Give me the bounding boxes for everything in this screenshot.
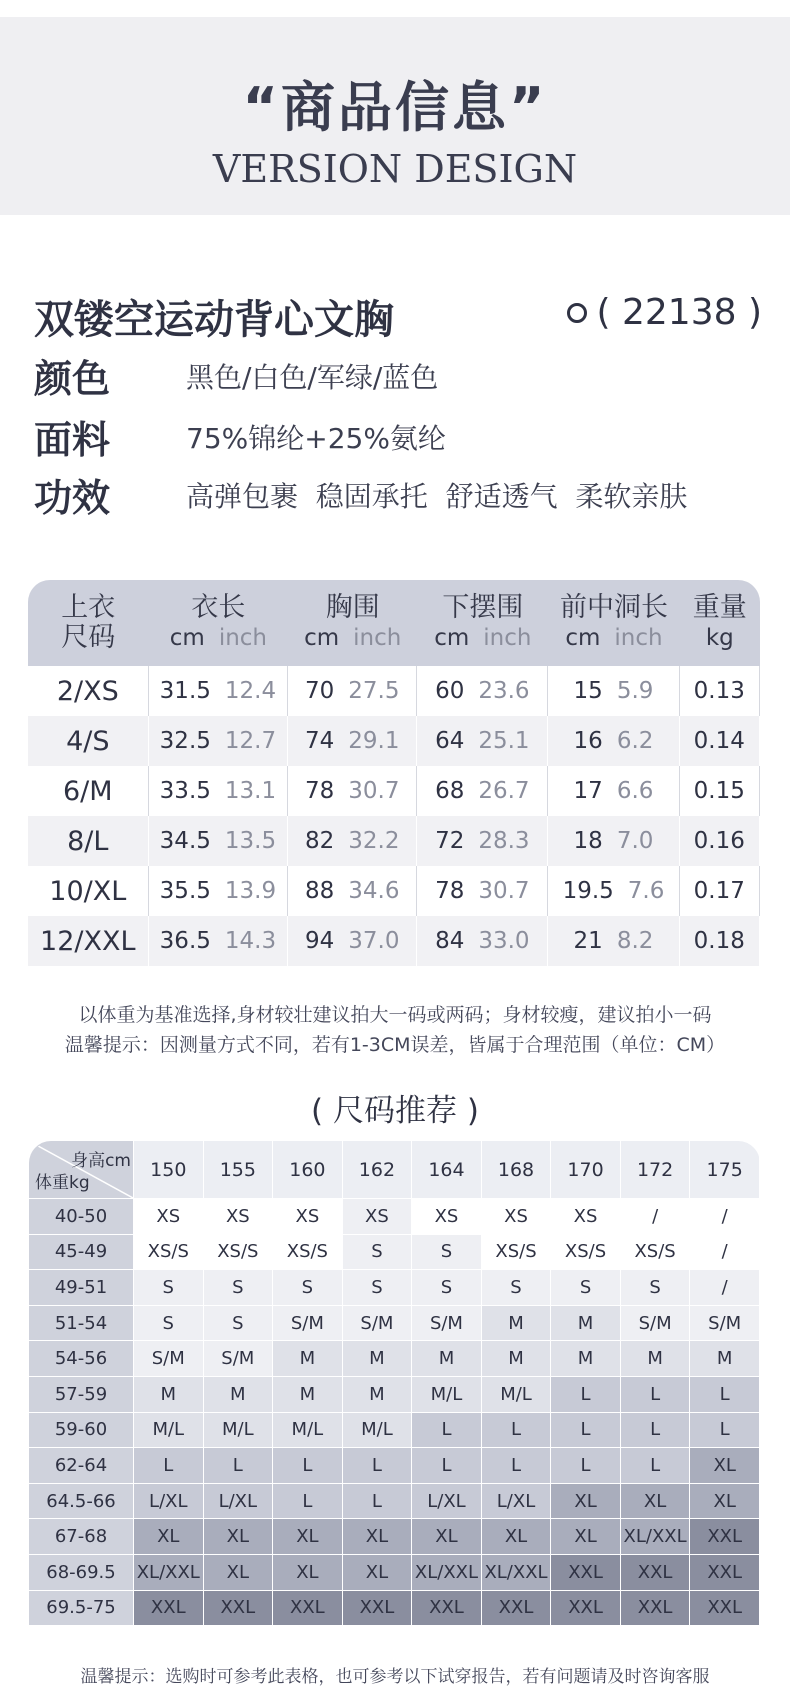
recommend-row [29, 1199, 760, 1235]
recommend-cell: S/M [412, 1305, 482, 1341]
value-cm: 72 [435, 828, 465, 854]
size-cell [28, 716, 149, 766]
recommend-cell: S [203, 1305, 273, 1341]
recommend-row [29, 1483, 760, 1519]
value-inch: 5.9 [616, 678, 654, 704]
value-cm: 94 [304, 928, 335, 954]
recommend-cell: XXL [551, 1554, 621, 1590]
recommend-cell: S [620, 1270, 690, 1306]
recommend-cell: S [273, 1270, 343, 1306]
recommend-cell: XXL [690, 1590, 760, 1626]
recommend-cell: L [620, 1376, 690, 1412]
value-inch: 13.1 [224, 778, 277, 804]
recommend-cell: L [134, 1448, 204, 1484]
recommend-cell: M [342, 1376, 412, 1412]
recommend-cell: XXL [690, 1519, 760, 1555]
chest-cell [288, 816, 417, 866]
weight-range: 49-51 [29, 1270, 134, 1306]
value-cm: 32.5 [159, 728, 211, 754]
recommend-cell: M [203, 1376, 273, 1412]
value-kg: 0.16 [693, 828, 745, 854]
length-cell [149, 866, 289, 916]
value-inch: 37.0 [348, 928, 400, 954]
value-inch: 30.7 [348, 778, 400, 804]
recommend-cell: M [412, 1341, 482, 1377]
recommend-cell: L [203, 1448, 273, 1484]
weight-cell [680, 666, 760, 716]
height-header: 168 [481, 1141, 551, 1199]
height-header: 155 [203, 1141, 273, 1199]
recommend-cell: XXL [342, 1590, 412, 1626]
value-inch: 6.6 [616, 778, 654, 804]
length-cell [149, 666, 289, 716]
footer-note: 温馨提示：选购时可参考此表格，也可参考以下试穿报告，若有问题请及时咨询客服 [80, 1667, 710, 1687]
recommend-cell: XL/XXL [134, 1554, 204, 1590]
recommend-cell: XL [412, 1519, 482, 1555]
chest-cell [288, 866, 417, 916]
value-inch: 14.3 [224, 928, 277, 954]
recommend-cell: S [551, 1270, 621, 1306]
value-inch: 33.0 [478, 928, 530, 954]
weight-cell [680, 766, 760, 816]
recommend-cell: M [690, 1341, 760, 1377]
header-weight: 重量 kg [680, 580, 760, 666]
product-name: 双镂空运动背心文胸 [34, 297, 394, 343]
circle-icon [567, 303, 587, 323]
header-size: 上衣 尺码 [28, 580, 149, 666]
value-cm: 74 [304, 728, 335, 754]
recommend-cell: / [620, 1199, 690, 1235]
weight-range: 54-56 [29, 1341, 134, 1377]
recommend-cell: M/L [342, 1412, 412, 1448]
recommend-cell: XL [342, 1554, 412, 1590]
recommend-cell: L [690, 1376, 760, 1412]
recommend-cell: M [342, 1341, 412, 1377]
recommend-cell: L [551, 1376, 621, 1412]
recommend-cell: XXL [551, 1590, 621, 1626]
recommend-row [29, 1412, 760, 1448]
recommend-cell: XXL [690, 1554, 760, 1590]
value-cm: 64 [435, 728, 465, 754]
weight-range: 45-49 [29, 1234, 134, 1270]
recommend-cell: XS [273, 1199, 343, 1235]
recommend-cell: M/L [273, 1412, 343, 1448]
size-label: 2/XS [56, 675, 119, 707]
corner-weight-label: 体重kg [35, 1173, 90, 1193]
weight-cell [680, 816, 760, 866]
recommend-cell: / [690, 1234, 760, 1270]
recommend-cell: M/L [481, 1376, 551, 1412]
height-header: 172 [620, 1141, 690, 1199]
recommend-cell: M/L [203, 1412, 273, 1448]
value-inch: 13.9 [224, 878, 277, 904]
corner-height-label: 身高cm [71, 1151, 131, 1171]
recommend-cell: XS/S [134, 1234, 204, 1270]
recommend-cell: XXL [620, 1554, 690, 1590]
size-row [28, 866, 760, 916]
front-cell [548, 816, 679, 866]
recommend-cell: M [273, 1341, 343, 1377]
recommend-cell: / [690, 1199, 760, 1235]
value-cm: 88 [304, 878, 335, 904]
recommend-cell: S [412, 1270, 482, 1306]
recommend-cell: L/XL [203, 1483, 273, 1519]
size-label: 12/XXL [40, 925, 136, 957]
length-cell [149, 816, 289, 866]
size-label: 6/M [63, 775, 113, 807]
info-row-function [34, 467, 687, 522]
height-header: 162 [342, 1141, 412, 1199]
size-row [28, 666, 760, 716]
info-row-color [34, 348, 438, 403]
recommend-cell: M [273, 1376, 343, 1412]
recommend-row [29, 1554, 760, 1590]
weight-range: 69.5-75 [29, 1590, 134, 1626]
info-row-fabric [34, 409, 446, 464]
height-header: 150 [134, 1141, 204, 1199]
info-value: 黑色/白色/军绿/蓝色 [186, 360, 439, 394]
recommend-cell: XS/S [203, 1234, 273, 1270]
value-cm: 18 [573, 828, 603, 854]
recommend-row [29, 1448, 760, 1484]
recommend-cell: M [481, 1305, 551, 1341]
recommend-cell: M/L [412, 1376, 482, 1412]
recommend-cell: XL [481, 1519, 551, 1555]
recommend-cell: M [481, 1341, 551, 1377]
front-cell [548, 916, 679, 966]
recommend-cell: XS [134, 1199, 204, 1235]
header-chest: 胸围 cm inch [288, 580, 417, 666]
recommend-cell: XL/XXL [481, 1554, 551, 1590]
recommend-cell: XL [620, 1483, 690, 1519]
recommend-cell: M/L [134, 1412, 204, 1448]
recommend-cell: XS/S [481, 1234, 551, 1270]
recommend-cell: S [342, 1270, 412, 1306]
recommend-cell: XXL [134, 1590, 204, 1626]
recommend-cell: XL [203, 1519, 273, 1555]
value-cm: 33.5 [159, 778, 211, 804]
recommend-cell: S/M [203, 1341, 273, 1377]
recommend-cell: S/M [690, 1305, 760, 1341]
info-value: 高弹包裹 稳固承托 舒适透气 柔软亲肤 [186, 479, 688, 513]
size-cell [28, 766, 149, 816]
recommend-cell: XL/XXL [412, 1554, 482, 1590]
recommend-cell: XS/S [620, 1234, 690, 1270]
value-inch: 8.2 [616, 928, 654, 954]
value-cm: 15 [573, 678, 603, 704]
recommend-cell: L [620, 1412, 690, 1448]
value-cm: 31.5 [159, 678, 211, 704]
recommend-cell: L [273, 1483, 343, 1519]
value-cm: 70 [304, 678, 335, 704]
value-cm: 68 [435, 778, 465, 804]
recommend-cell: XXL [203, 1590, 273, 1626]
recommend-cell: L [342, 1483, 412, 1519]
recommend-cell: L [551, 1412, 621, 1448]
recommend-cell: XXL [481, 1590, 551, 1626]
recommend-header [29, 1141, 760, 1199]
value-inch: 6.2 [616, 728, 654, 754]
value-cm: 16 [573, 728, 603, 754]
header-front: 前中洞长 cm inch [548, 580, 679, 666]
size-cell [28, 916, 149, 966]
recommend-cell: L [551, 1448, 621, 1484]
chest-cell [288, 916, 417, 966]
value-cm: 36.5 [159, 928, 211, 954]
info-label: 功效 [34, 476, 111, 520]
value-cm: 60 [435, 678, 465, 704]
recommend-cell: S [134, 1270, 204, 1306]
recommend-cell: L [620, 1448, 690, 1484]
chest-cell [288, 716, 417, 766]
value-cm: 21 [573, 928, 603, 954]
height-header: 160 [273, 1141, 343, 1199]
value-cm: 78 [435, 878, 465, 904]
recommend-cell: / [690, 1270, 760, 1306]
value-inch: 34.6 [348, 878, 400, 904]
recommend-row [29, 1341, 760, 1377]
value-inch: 27.5 [348, 678, 400, 704]
recommend-cell: XL [203, 1554, 273, 1590]
recommend-cell: M [551, 1305, 621, 1341]
weight-range: 40-50 [29, 1199, 134, 1235]
hem-cell [417, 666, 548, 716]
recommend-cell: S [203, 1270, 273, 1306]
value-kg: 0.17 [693, 878, 745, 904]
recommend-cell: L [481, 1412, 551, 1448]
size-label: 8/L [67, 825, 109, 857]
recommend-cell: L [342, 1448, 412, 1484]
recommend-cell: L [273, 1448, 343, 1484]
chest-cell [288, 666, 417, 716]
recommend-cell: XL [551, 1483, 621, 1519]
front-cell [548, 766, 679, 816]
recommend-cell: XS [412, 1199, 482, 1235]
recommend-row [29, 1305, 760, 1341]
hem-cell [417, 766, 548, 816]
recommend-cell: XL [690, 1483, 760, 1519]
value-cm: 34.5 [159, 828, 211, 854]
note-line-2: 温馨提示：因测量方式不同，若有1-3CM误差，皆属于合理范围（单位：CM） [64, 1034, 726, 1056]
value-cm: 17 [573, 778, 603, 804]
recommend-cell: XXL [620, 1590, 690, 1626]
recommend-cell: XXL [412, 1590, 482, 1626]
value-inch: 13.5 [224, 828, 277, 854]
value-cm: 84 [435, 928, 465, 954]
weight-range: 67-68 [29, 1519, 134, 1555]
value-cm: 82 [304, 828, 335, 854]
value-kg: 0.13 [693, 678, 745, 704]
recommend-cell: M [134, 1376, 204, 1412]
value-kg: 0.18 [693, 928, 745, 954]
recommend-cell: XS [481, 1199, 551, 1235]
value-cm: 35.5 [159, 878, 211, 904]
recommend-cell: XS [342, 1199, 412, 1235]
value-cm: 78 [304, 778, 335, 804]
recommend-row [29, 1590, 760, 1626]
recommend-row [29, 1234, 760, 1270]
weight-cell [680, 916, 760, 966]
recommend-cell: L [481, 1448, 551, 1484]
weight-cell [680, 866, 760, 916]
value-inch: 12.7 [224, 728, 277, 754]
recommend-row [29, 1519, 760, 1555]
recommend-cell: L [690, 1412, 760, 1448]
recommend-row [29, 1270, 760, 1306]
front-cell [548, 866, 679, 916]
banner-title: “商品信息” [242, 76, 548, 139]
value-kg: 0.14 [693, 728, 745, 754]
length-cell [149, 766, 289, 816]
recommend-cell: L [412, 1412, 482, 1448]
recommend-cell: M [620, 1341, 690, 1377]
hem-cell [417, 916, 548, 966]
recommend-row [29, 1376, 760, 1412]
recommend-cell: XL [551, 1519, 621, 1555]
weight-range: 59-60 [29, 1412, 134, 1448]
product-code [567, 292, 763, 333]
recommend-cell: XS [203, 1199, 273, 1235]
size-row [28, 766, 760, 816]
size-cell [28, 866, 149, 916]
size-cell [28, 666, 149, 716]
recommend-cell: L/XL [412, 1483, 482, 1519]
length-cell [149, 916, 289, 966]
recommend-cell: L/XL [481, 1483, 551, 1519]
banner-subtitle: VERSION DESIGN [212, 147, 578, 191]
recommend-cell: S [412, 1234, 482, 1270]
recommend-cell: XS [551, 1199, 621, 1235]
recommend-title: ( 尺码推荐 ) [311, 1093, 479, 1129]
recommend-cell: M [551, 1341, 621, 1377]
size-row [28, 916, 760, 966]
recommend-cell: XL [342, 1519, 412, 1555]
recommend-cell: XS/S [551, 1234, 621, 1270]
recommend-cell: XL/XXL [620, 1519, 690, 1555]
value-cm: 19.5 [562, 878, 614, 904]
value-inch: 7.0 [616, 828, 654, 854]
weight-range: 68-69.5 [29, 1554, 134, 1590]
size-label: 4/S [66, 725, 110, 757]
recommend-cell: S [134, 1305, 204, 1341]
header-hem: 下摆围 cm inch [417, 580, 548, 666]
height-header: 170 [551, 1141, 621, 1199]
recommend-cell: XS/S [273, 1234, 343, 1270]
weight-range: 64.5-66 [29, 1483, 134, 1519]
info-label: 面料 [34, 418, 111, 462]
length-cell [149, 716, 289, 766]
weight-range: 51-54 [29, 1305, 134, 1341]
product-code-text: ( 22138 ) [596, 292, 762, 333]
value-inch: 28.3 [478, 828, 530, 854]
recommend-cell: S/M [273, 1305, 343, 1341]
recommend-cell: S/M [342, 1305, 412, 1341]
front-cell [548, 666, 679, 716]
size-row [28, 716, 760, 766]
recommend-cell: S/M [620, 1305, 690, 1341]
recommend-table [28, 1140, 760, 1626]
value-inch: 29.1 [348, 728, 400, 754]
recommend-cell: XL [690, 1448, 760, 1484]
weight-cell [680, 716, 760, 766]
hem-cell [417, 866, 548, 916]
info-value: 75%锦纶+25%氨纶 [186, 421, 446, 455]
hem-cell [417, 716, 548, 766]
recommend-cell: S/M [134, 1341, 204, 1377]
value-inch: 12.4 [224, 678, 277, 704]
value-inch: 25.1 [478, 728, 530, 754]
size-row [28, 816, 760, 866]
hem-cell [417, 816, 548, 866]
recommend-cell: S [481, 1270, 551, 1306]
height-header: 175 [690, 1141, 760, 1199]
value-kg: 0.15 [693, 778, 745, 804]
value-inch: 32.2 [348, 828, 400, 854]
recommend-cell: XL [273, 1519, 343, 1555]
value-inch: 23.6 [478, 678, 530, 704]
recommend-cell: L/XL [134, 1483, 204, 1519]
weight-range: 62-64 [29, 1448, 134, 1484]
value-inch: 26.7 [478, 778, 530, 804]
size-cell [28, 816, 149, 866]
corner-cell [29, 1141, 134, 1199]
info-label: 颜色 [34, 357, 111, 401]
header-banner [0, 17, 790, 215]
recommend-cell: XL [273, 1554, 343, 1590]
size-table [28, 580, 760, 966]
recommend-cell: S [342, 1234, 412, 1270]
size-label: 10/XL [49, 875, 127, 907]
value-inch: 7.6 [627, 878, 665, 904]
size-table-header [28, 580, 760, 666]
header-length: 衣长 cm inch [149, 580, 289, 666]
recommend-cell: XL [134, 1519, 204, 1555]
note-line-1: 以体重为基准选择,身材较壮建议拍大一码或两码；身材较瘦，建议拍小一码 [78, 1004, 712, 1026]
front-cell [548, 716, 679, 766]
height-header: 164 [412, 1141, 482, 1199]
chest-cell [288, 766, 417, 816]
weight-range: 57-59 [29, 1376, 134, 1412]
recommend-cell: L [412, 1448, 482, 1484]
value-inch: 30.7 [478, 878, 530, 904]
recommend-cell: XXL [273, 1590, 343, 1626]
